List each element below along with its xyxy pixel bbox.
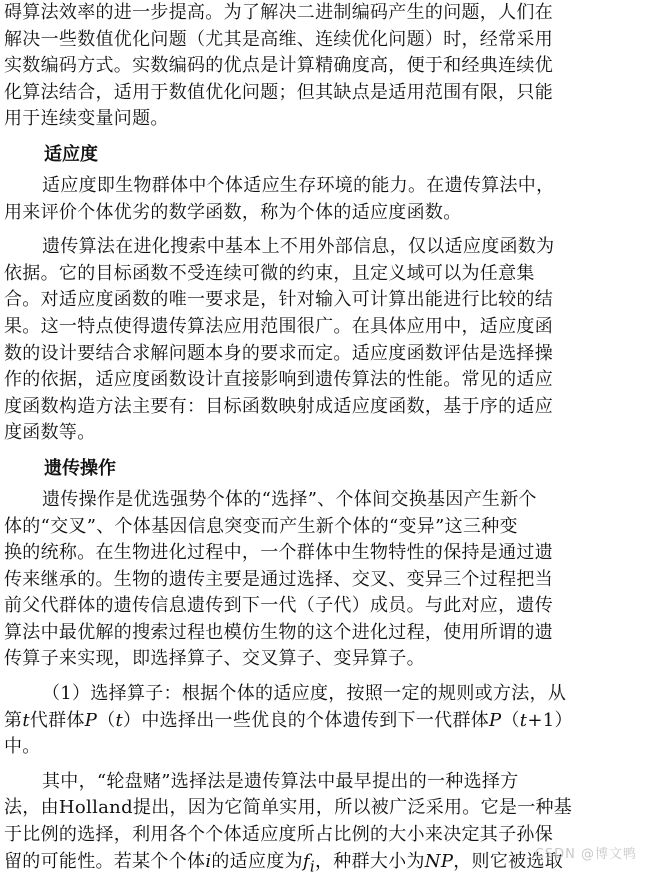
paragraph-genetic-operations <box>4 487 640 673</box>
paragraph-selection-operator <box>4 681 640 761</box>
text-line: 数的设计要结合求解问题本身的要求而定。适应度函数评估是选择操 <box>4 342 553 364</box>
text-line <box>4 708 640 735</box>
paragraph-roulette-selection <box>4 769 640 880</box>
math-variable: t <box>22 709 30 731</box>
text-run: ，种群大小为 <box>314 850 425 872</box>
text-line: 换的统称。在生物进化过程中，一个群体中生物特性的保持是通过遗 <box>4 542 553 564</box>
text-run: （ <box>97 709 116 731</box>
text-line: 用来评价个体优劣的数学函数，称为个体的适应度函数。 <box>4 201 462 223</box>
text-line: 度函数构造方法主要有：目标函数映射成适应度函数，基于序的适应 <box>4 395 553 417</box>
paragraph-fitness-function <box>4 234 640 447</box>
text-line: 传算子来实现，即选择算子、交叉算子、变异算子。 <box>4 648 425 670</box>
text-line: 用于连续变量问题。 <box>4 108 169 130</box>
math-variable: f <box>302 850 310 872</box>
text-run: 代群体 <box>29 709 85 731</box>
math-variable: i <box>205 850 212 872</box>
text-line: 果。这一特点使得遗传算法应用范围很广。在具体应用中，适应度函 <box>4 315 553 337</box>
text-line: 度函数等。 <box>4 422 96 444</box>
text-line: 作的依据，适应度函数设计直接影响到遗传算法的性能。常见的适应 <box>4 369 553 391</box>
text-line: 适应度即生物群体中个体适应生存环境的能力。在遗传算法中， <box>42 174 555 196</box>
text-line: 化算法结合，适用于数值优化问题；但其缺点是适用范围有限，只能 <box>4 81 553 103</box>
text-line: 体的“交叉”、个体基因信息突变而产生新个体的“变异”这三种变 <box>4 515 518 537</box>
section-heading-genetic-operations: 遗传操作 <box>44 457 116 479</box>
text-line: 传来继承的。生物的遗传主要是通过选择、交叉、变异三个过程把当 <box>4 568 553 590</box>
math-variable: P <box>84 709 98 731</box>
paragraph-encoding <box>4 0 640 133</box>
paragraph-fitness-definition <box>4 173 640 226</box>
text-line: 合。对适应度函数的唯一要求是，针对输入可计算出能进行比较的结 <box>4 289 553 311</box>
text-run: （ <box>501 709 520 731</box>
text-line: 算法中最优解的搜索过程也模仿生物的这个进化过程，使用所谓的遗 <box>4 621 553 643</box>
text-run: ）中选择出一些优良的个体遗传到下一代群体 <box>123 709 490 731</box>
text-line: 碍算法效率的进一步提高。为了解决二进制编码产生的问题，人们在 <box>4 2 553 23</box>
text-line: 依据。它的目标函数不受连续可微的约束，且定义域可以为任意集 <box>4 262 535 284</box>
text-run: 第 <box>4 709 23 731</box>
text-line: 遗传算法在进化搜索中基本上不用外部信息，仅以适应度函数为 <box>42 236 555 258</box>
text-line: 遗传操作是优选强势个体的“选择”、个体间交换基因产生新个 <box>42 488 537 510</box>
text-line: 实数编码方式。实数编码的优点是计算精确度高，便于和经典连续优 <box>4 55 553 77</box>
text-run: ，则它被选取 <box>453 850 564 872</box>
text-run: +1） <box>527 709 573 731</box>
math-variable: NP <box>424 850 454 872</box>
text-run: 留的可能性。若某个个体 <box>4 850 206 872</box>
math-variable: P <box>489 709 502 731</box>
math-variable: t <box>115 709 124 731</box>
math-subscript: i <box>309 857 315 876</box>
text-line: 于比例的选择，利用各个个体适应度所占比例的大小来决定其子孙保 <box>4 824 553 846</box>
text-run: 的适应度为 <box>211 850 303 872</box>
section-heading-fitness: 适应度 <box>44 143 98 165</box>
text-line: 中。 <box>4 736 41 758</box>
text-line: 前父代群体的遗传信息遗传到下一代（子代）成员。与此对应，遗传 <box>4 595 553 617</box>
document-page <box>4 0 640 880</box>
watermark: CSDN @博文鸭 <box>534 847 637 862</box>
text-line: 法，由Holland提出，因为它简单实用，所以被广泛采用。它是一种基 <box>4 797 573 819</box>
text-line: 其中，“轮盘赌”选择法是遗传算法中最早提出的一种选择方 <box>42 770 519 792</box>
text-line: 解决一些数值优化问题（尤其是高维、连续优化问题）时，经常采用 <box>4 28 553 50</box>
math-variable: t <box>519 709 528 731</box>
text-line: （1）选择算子：根据个体的适应度，按照一定的规则或方法，从 <box>42 683 567 705</box>
